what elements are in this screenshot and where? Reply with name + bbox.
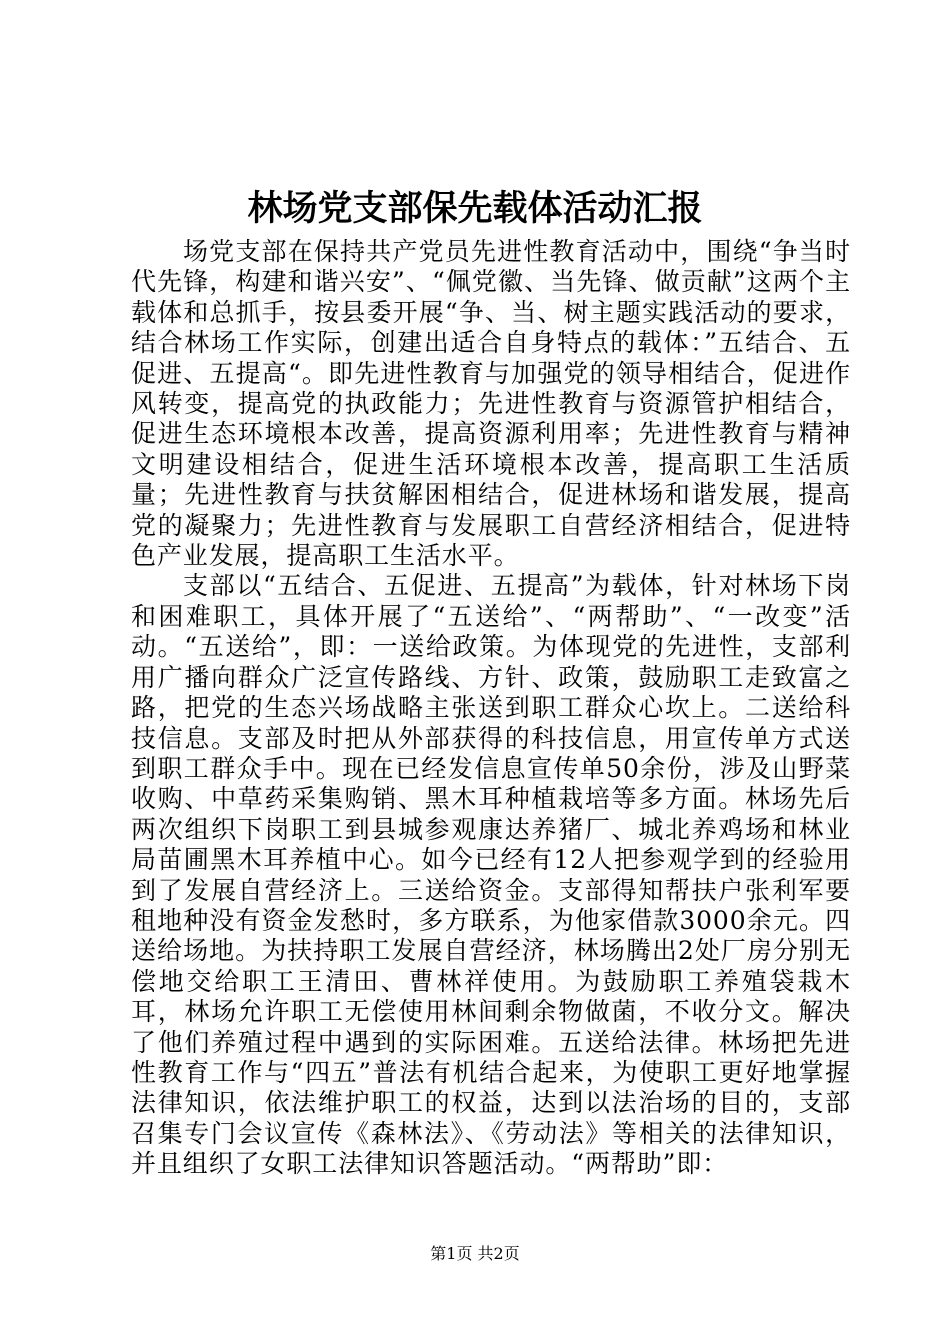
page-number-footer: 第1页 共2页 <box>430 1244 520 1263</box>
paragraph-2: 支部以“五结合、五促进、五提高”为载体，针对林场下岗和困难职工，具体开展了“五送给”、“两帮助”、“一改变”活动。“五送给”，即：一送给政策。为体现党的先进性，支部利用广播向群众广泛宣传路线、方针、政策，鼓励职工走致富之路，把党的生态兴场战略主张送到职工群众心坎上。二送给科技信息。支部及时把从外部获得的科技信息，用宣传单方式送到职工群众手中。现在已经发信息宣传单50余份，涉及山野菜收购、中草药采集购销、黑木耳种植栽培等多方面。林场先后两次组织下岗职工到县城参观康达养猪厂、城北养鸡场和林业局苗圃黑木耳养植中心。如今已经有12人把参观学到的经验用到了发展自营经济上。三送给资金。支部得知帮扶户张利军要租地种没有资金发愁时，多方联系，为他家借款3000余元。四送给场地。为扶持职工发展自营经济，林场腾出2处厂房分别无偿地交给职工王清田、曹林祥使用。为鼓励职工养殖袋栽木耳，林场允许职工无偿使用林间剩余物做菌，不收分文。解决了他们养殖过程中遇到的实际困难。五送给法律。林场把先进性教育工作与“四五”普法有机结合起来，为使职工更好地掌握法律知识，依法维护职工的权益，达到以法治场的目的，支部召集专门会议宣传《森林法》、《劳动法》等相关的法律知识，并且组织了女职工法律知识答题活动。“两帮助”即： <box>131 571 851 1179</box>
paragraph-1: 场党支部在保持共产党员先进性教育活动中，围绕“争当时代先锋，构建和谐兴安”、“佩党徽、当先锋、做贡献”这两个主载体和总抓手，按县委开展“争、当、树主题实践活动的要求，结合林场工作实际，创建出适合自身特点的载体：”五结合、五促进、五提高“。即先进性教育与加强党的领导相结合，促进作风转变，提高党的执政能力；先进性教育与资源管护相结合，促进生态环境根本改善，提高资源利用率；先进性教育与精神文明建设相结合，促进生活环境根本改善，提高职工生活质量；先进性教育与扶贫解困相结合，促进林场和谐发展，提高党的凝聚力；先进性教育与发展职工自营经济相结合，促进特色产业发展，提高职工生活水平。 <box>131 237 851 571</box>
document-title: 林场党支部保先载体活动汇报 <box>247 188 703 229</box>
document-body <box>131 237 851 1180</box>
